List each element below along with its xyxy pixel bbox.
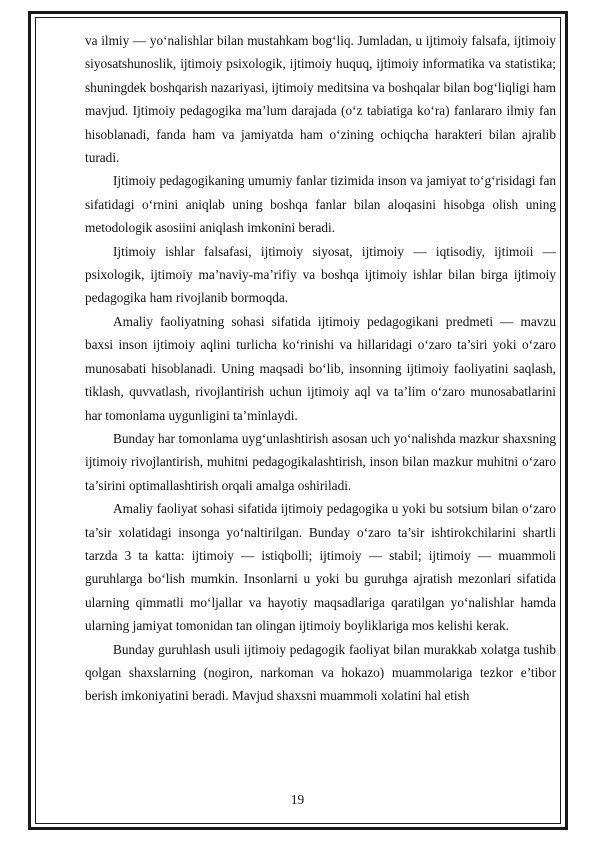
paragraph-2: Ijtimoiy pedagogikaning umumiy fanlar tizimida inson va jamiyat to‘g‘risidagi fan sifatidagi o‘rnini aniqlab uning boshqa fanlar bilan aloqasini hisobga olish uning metodologik asosiini aniqlash imkonini beradi. [85, 173, 556, 236]
paragraph-3: Ijtimoiy ishlar falsafasi, ijtimoiy siyosat, ijtimoiy — iqtisodiy, ijtimoii — psixologik, ijtimoiy ma’naviy-ma’rifiy va boshqa ijtimoiy ishlar bilan birga ijtimoiy pedagogika ham rivojlanib bormoqda. [85, 243, 556, 306]
paragraph-7: Bunday guruhlash usuli ijtimoiy pedagogik faoliyat bilan murakkab xolatga tushib qolgan shaxslarning (nogiron, narkoman va hokazo) muammolariga tezkor e’tibor berish imkoniyatini beradi. Mavjud shaxsni muammoli xolatini hal etish [85, 641, 556, 704]
paragraph-4: Amaliy faoliyatning sohasi sifatida ijtimoiy pedagogikani predmeti — mavzu baxsi inson ijtimoiy aqlini turlicha ko‘rinishi va hillaridagi o‘zaro ta’siri yoki o‘zaro munosabati hisoblanadi. Uning maqsadi bo‘lib, insonning ijtimoiy faoliyatini saqlash, tiklash, quvvatlash, rivojlantirish uchun ijtimoiy aql va ta’lim o‘zaro munosabatlarini har tomonlama uygunligini ta’minlaydi. [85, 313, 556, 423]
paragraph-6: Amaliy faoliyat sohasi sifatida ijtimoiy pedagogika u yoki bu sotsium bilan o‘zaro ta’sir xolatidagi insonga yo‘naltirilgan. Bunday o‘zaro ta’sir ishtirokchilarini shartli tarzda 3 ta katta: ijtimoiy — istiqbolli; ijtimoiy — stabil; ijtimoiy — muammoli guruhlarga bo‘lish mumkin. Insonlarni u yoki bu guruhga ajratish mezonlari sifatida ularning qimmatli mo‘ljallar va hayotiy maqsadlariga qaratilgan yo‘nalishlar hamda ularning jamiyat tomonidan tan olingan ijtimoiy boyliklariga mos kelishi kerak. [85, 501, 556, 634]
paragraph-5: Bunday har tomonlama uyg‘unlashtirish asosan uch yo‘nalishda mazkur shaxsning ijtimoiy rivojlantirish, muhitni pedagogikalashtirish, inson bilan mazkur muhitni o‘zaro ta’sirini optimallashtirish orqali amalga oshiriladi. [85, 430, 556, 493]
paragraph-1: va ilmiy — yo‘nalishlar bilan mustahkam bog‘liq. Jumladan, u ijtimoiy falsafa, ijtimoiy siyosatshunoslik, ijtimoiy psixologik, ijtimoiy huquq, ijtimoiy informatika va statistika; shuningdek boshqarish nazariyasi, ijtimoiy meditsina va boshqalar bilan bog‘liqligi ham mavjud. Ijtimoiy pedagogika ma’lum darajada (o‘z tabiatiga ko‘ra) fanlararo ilmiy fan hisoblanadi, fanda ham va jamiyatda ham o‘zining ochiqcha harakteri bilan ajralib turadi. [85, 33, 556, 166]
document-body [85, 29, 556, 708]
page-number: 19 [290, 792, 305, 807]
